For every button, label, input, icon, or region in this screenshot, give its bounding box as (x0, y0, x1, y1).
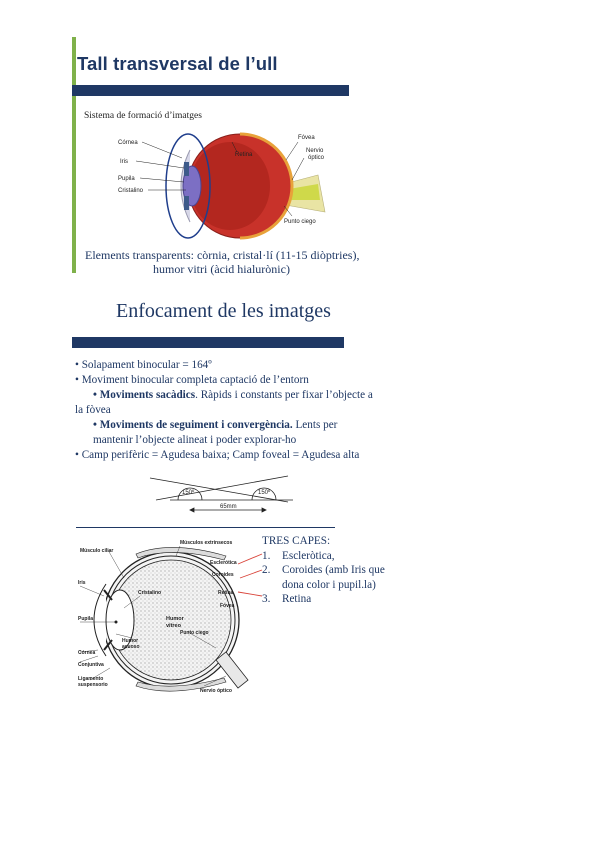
sub-bullet-saccades (75, 388, 405, 403)
layer-arrows (238, 554, 262, 596)
label-ligamento-2: suspensorio (78, 682, 108, 688)
distance-arrow-left (190, 508, 194, 512)
capa-text: Coroides (amb Iris que dona color i pupil.la) (282, 564, 385, 591)
label-pupila: Pupila (78, 616, 94, 622)
capa-number: 1. (262, 549, 271, 562)
slide2-title-underline-bar (72, 337, 344, 348)
label-humor-acuoso-2: acuoso (122, 644, 140, 650)
slide2-title: Enfocament de les imatges (116, 300, 331, 322)
caption-line-1: Elements transparents: còrnia, cristal·lí (11-15 diòptries), (85, 248, 360, 262)
label-nervio: Nervio (306, 148, 324, 154)
slide1-title-underline-bar (72, 85, 349, 96)
binocular-angle-diagram (148, 474, 308, 522)
distance-label: 65mm (220, 504, 237, 510)
label-fovea: Fóvea (298, 135, 315, 141)
distance-arrow-right (262, 508, 266, 512)
capa-item (262, 549, 402, 564)
sub-bullet-pursuit-cont: mantenir l’objecte alineat i poder explorar-ho (93, 434, 297, 446)
label-humor-acuoso-1: Humor (122, 638, 139, 644)
label-punto-ciego: Punto ciego (180, 630, 209, 636)
capa-text: Escleròtica, (282, 549, 335, 562)
capa-number: 2. (262, 564, 271, 576)
label-vitreo: vítreo (166, 623, 181, 629)
label-iris: Iris (78, 580, 86, 586)
label-cristalino: Cristalino (118, 188, 144, 194)
slide1-caption (85, 248, 380, 276)
tres-capes-block (262, 534, 402, 607)
figure-heading: Sistema de formació d’imatges (84, 111, 202, 121)
slide1-title: Tall transversal de l’ull (77, 53, 278, 74)
angle-left-label: 150º (182, 490, 195, 496)
label-cristalino: Cristalino (138, 590, 162, 596)
saccades-rest: . Ràpids i constants per fixar l’objecte a (195, 389, 373, 401)
sub-bullet-saccades-cont: la fòvea (75, 404, 111, 416)
label-musculo-ciliar: Músculo ciliar (80, 548, 114, 554)
capa-number: 3. (262, 593, 271, 605)
angle-right-label: 150º (258, 490, 271, 496)
label-retina: Retina (218, 590, 234, 596)
label-retina: Retina (235, 152, 253, 158)
label-fovea: Fóvea (220, 603, 235, 609)
saccades-bold: • Moviments sacàdics (93, 389, 196, 401)
label-punto-ciego: Punto ciego (284, 219, 316, 225)
iris-upper (184, 162, 189, 176)
eye-layers-figure (76, 530, 266, 705)
capa-item (262, 563, 402, 592)
capa-item (262, 592, 402, 607)
caption-line-2: humor vitri (àcid hialurònic) (153, 262, 290, 276)
sight-line-2 (156, 476, 288, 500)
slide1-accent-bar (72, 37, 76, 273)
tres-capes-list (262, 549, 402, 607)
tres-capes-heading: TRES CAPES: (262, 535, 331, 547)
label-pupila: Pupila (118, 176, 135, 182)
iris-lower (184, 196, 189, 210)
label-optico: óptico (308, 155, 325, 161)
label-conjuntiva: Conjuntiva (78, 662, 104, 668)
eye-cross-section-figure (80, 100, 350, 245)
slide3-top-rule (76, 527, 335, 528)
label-iris: Iris (120, 159, 128, 165)
label-cornea: Córnea (78, 650, 96, 656)
bullet-binocular-overlap: • Solapament binocular = 164º (75, 359, 212, 371)
vitreous-body (190, 142, 270, 230)
sub-bullet-pursuit (75, 418, 405, 433)
label-cornea: Córnea (118, 140, 138, 146)
label-esclerotica: Esclerótica (210, 560, 237, 566)
bullet-binocular-movement: • Moviment binocular completa captació de l’entorn (75, 374, 309, 386)
label-nervio-optico: Nervio óptico (200, 688, 232, 694)
bullet-acuity: • Camp perifèric = Agudesa baixa; Camp foveal = Agudesa alta (75, 449, 360, 461)
label-musculos-extrinsecos: Músculos extrínsecos (180, 540, 233, 546)
slide2-bullet-list (75, 358, 405, 463)
label-coroides: Coroides (212, 572, 234, 578)
label-humor: Humor (166, 616, 184, 622)
cornea-shape (94, 584, 106, 656)
capa-text: Retina (282, 593, 312, 605)
label-ligamento-1: Ligamento (78, 676, 104, 682)
pursuit-bold: • Moviments de seguiment i convergència. (93, 419, 293, 431)
pursuit-rest: Lents per (292, 419, 338, 431)
